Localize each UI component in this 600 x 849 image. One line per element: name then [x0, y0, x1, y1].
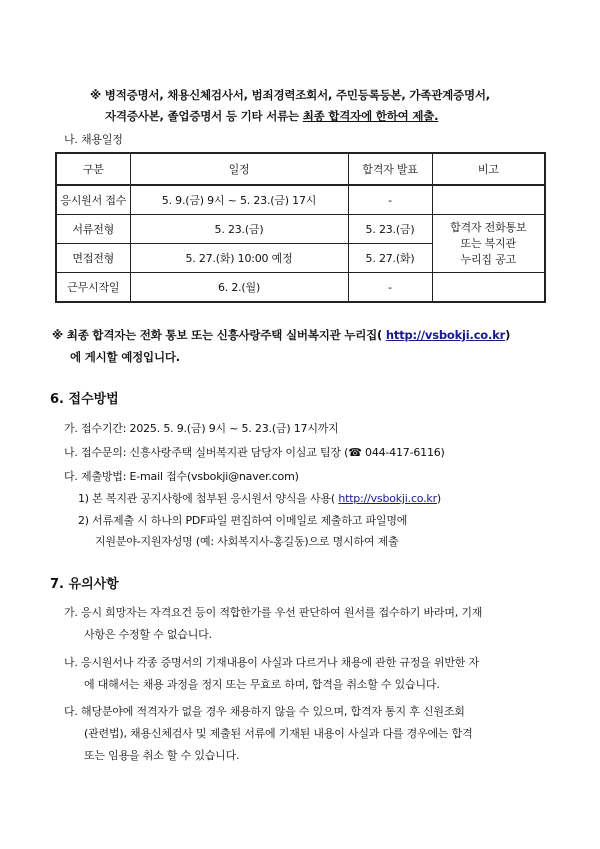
row-announce: 5. 23.(금): [348, 215, 432, 244]
final-notice-text: ※ 최종 합격자는 전화 통보 또는 신흥사랑주택 실버복지관 누리집(: [52, 328, 386, 342]
homepage-link[interactable]: http://vsbokji.co.kr: [385, 328, 506, 342]
caution-a-line-1: 가. 응시 희망자는 자격요건 등이 적합한가를 우선 판단하여 원서를 접수하기 바라며, 기재: [64, 606, 483, 619]
caution-c-line-1: 다. 해당분야에 적격자가 없을 경우 채용하지 않을 수 있으며, 합격자 통지 후 신원조회: [64, 705, 465, 718]
form-download-link[interactable]: http://vsbokji.co.kr: [338, 492, 437, 505]
header-remark: 비고: [432, 153, 545, 185]
notice-emphasis: 최종 합격자에 한하여 제출.: [302, 109, 439, 123]
row-remark: [432, 215, 545, 273]
table-row: [56, 215, 545, 244]
submission-sub-1: [78, 490, 441, 506]
notice-line-2: [105, 108, 438, 124]
caution-a-line-2: 사항은 수정할 수 없습니다.: [84, 628, 212, 641]
final-notice-line-1: [52, 327, 510, 343]
row-announce: -: [348, 273, 432, 303]
sub-1-close: ): [436, 492, 442, 505]
inquiry-text: 나. 접수문의: 신흥사랑주택 실버복지관 담당자 이심교 팀장 (: [64, 446, 349, 459]
caution-b-line-1: 나. 응시원서나 각종 증명서의 기재내용이 사실과 다르거나 채용에 관한 규정을 위반한 자: [64, 656, 479, 669]
caution-c-line-2: (관련법), 채용신체검사 및 제출된 서류에 기재된 내용이 사실과 다를 경우에는 합격: [84, 727, 473, 740]
sub-1-text: 1) 본 복지관 공지사항에 첨부된 응시원서 양식을 사용(: [78, 492, 339, 505]
row-remark-empty: [432, 273, 545, 303]
row-date: 6. 2.(월): [130, 273, 348, 303]
section-7-heading: 7. 유의사항: [50, 577, 119, 592]
row-category: 서류전형: [56, 215, 130, 244]
schedule-label: 나. 채용일정: [64, 133, 123, 146]
inquiry-number: 044-417-6116): [361, 446, 445, 459]
remark-line: 누리집 공고: [460, 252, 516, 266]
table-header-row: [56, 153, 545, 185]
submission-sub-2-line-2: 지원분야-지원자성명 (예: 사회복지사-홍길동)으로 명시하여 제출: [95, 535, 399, 548]
caution-c-line-3: 또는 임용을 취소 할 수 있습니다.: [84, 749, 240, 762]
caution-b-line-2: 에 대해서는 채용 과정을 정지 또는 무효로 하며, 합격을 취소할 수 있습니다.: [84, 678, 440, 691]
final-notice-close: ): [505, 328, 511, 342]
row-date: 5. 23.(금): [130, 215, 348, 244]
notice-line-1: ※ 병적증명서, 채용신체검사서, 범죄경력조회서, 주민등록등본, 가족관계증명서,: [90, 88, 490, 102]
row-date: 5. 9.(금) 9시 ~ 5. 23.(금) 17시: [130, 185, 348, 215]
table-row: [56, 273, 545, 303]
row-date: 5. 27.(화) 10:00 예정: [130, 244, 348, 273]
remark-line: 합격자 전화통보: [450, 220, 527, 234]
final-notice-line-2: 에 게시할 예정입니다.: [70, 350, 180, 364]
section-6-heading: 6. 접수방법: [50, 392, 119, 407]
reception-inquiry: [64, 444, 445, 460]
table-row: [56, 185, 545, 215]
header-announce: 합격자 발표: [348, 153, 432, 185]
row-category: 면접전형: [56, 244, 130, 273]
submission-sub-2-line-1: 2) 서류제출 시 하나의 PDF파일 편집하여 이메일로 제출하고 파일명에: [78, 514, 408, 527]
header-date: 일정: [130, 153, 348, 185]
row-category: 근무시작일: [56, 273, 130, 303]
row-remark-empty: [432, 185, 545, 215]
row-announce: 5. 27.(화): [348, 244, 432, 273]
reception-period: 가. 접수기간: 2025. 5. 9.(금) 9시 ~ 5. 23.(금) 17시까지: [64, 422, 339, 435]
submission-method: 다. 제출방법: E-mail 접수(vsbokji@naver.com): [64, 470, 299, 483]
remark-line: 또는 복지관: [460, 236, 516, 250]
row-announce: -: [348, 185, 432, 215]
phone-icon: ☎: [348, 446, 362, 459]
schedule-table: [55, 152, 546, 303]
notice-line-2-text: 자격증사본, 졸업증명서 등 기타 서류는: [105, 109, 303, 123]
header-category: 구분: [56, 153, 130, 185]
row-category: 응시원서 접수: [56, 185, 130, 215]
